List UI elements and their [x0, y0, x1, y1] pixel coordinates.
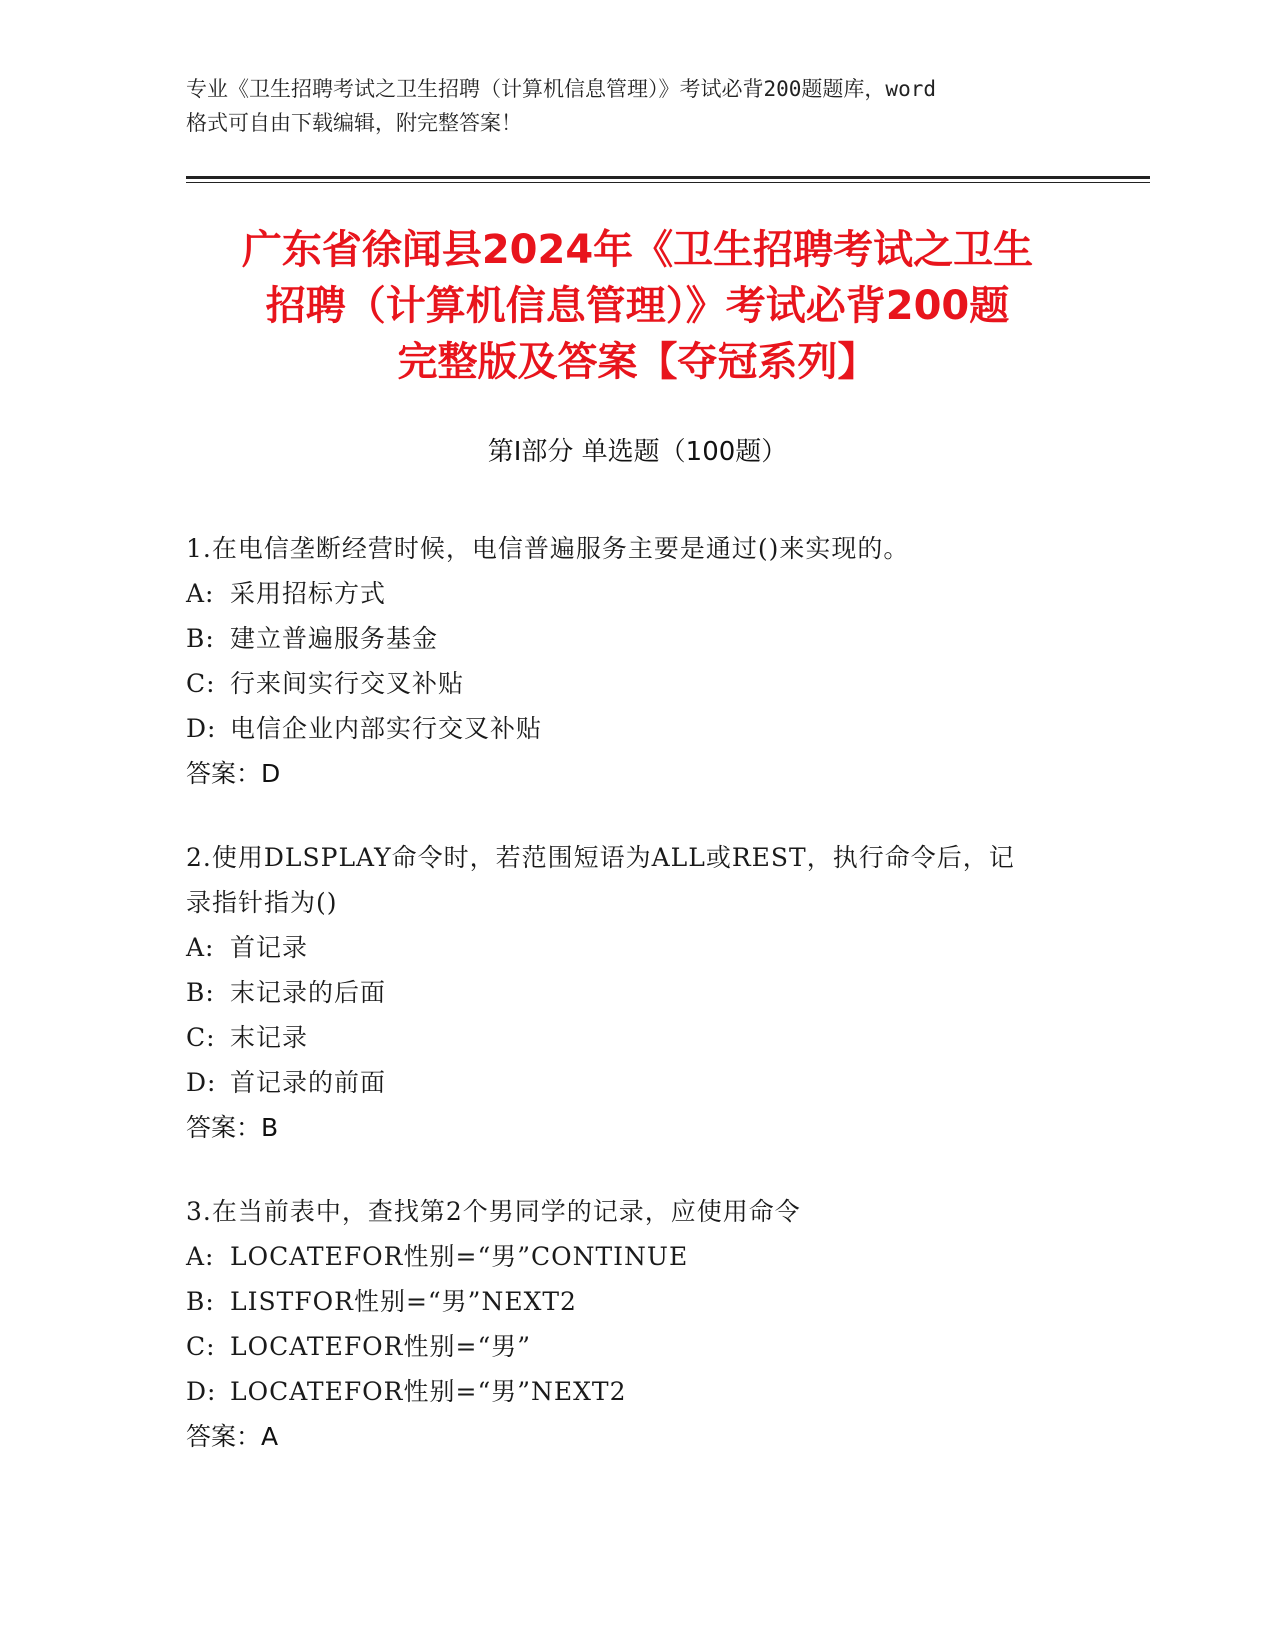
answer: 答案：D — [186, 759, 281, 788]
document-title-line: 完整版及答案【夺冠系列】 — [397, 339, 878, 385]
document-title-line: 招聘（计算机信息管理）》考试必背200题 — [265, 283, 1010, 329]
option-a — [186, 571, 1086, 616]
option-d — [186, 706, 1086, 751]
option-a — [186, 925, 1086, 970]
question-stem: 3.在当前表中，查找第2个男同学的记录，应使用命令 — [186, 1197, 801, 1226]
header-divider — [186, 176, 1150, 179]
question-stem: 2.使用DLSPLAY命令时，若范围短语为ALL或REST，执行命令后，记 — [186, 843, 1015, 872]
option-letter: B: — [186, 1287, 215, 1316]
option-letter: A: — [186, 1242, 215, 1271]
option-letter: D: — [186, 1377, 217, 1406]
option-text: 采用招标方式 — [230, 579, 387, 608]
option-text: LISTFOR性别=“男”NEXT2 — [230, 1287, 577, 1316]
option-d — [186, 1060, 1086, 1105]
option-letter: A: — [186, 933, 215, 962]
header-note-line: 格式可自由下载编辑，附完整答案！ — [186, 111, 522, 135]
option-letter: D: — [186, 1068, 217, 1097]
section-title: 第Ⅰ部分 单选题（100题） — [487, 437, 788, 467]
option-letter: C: — [186, 1023, 216, 1052]
option-letter: A: — [186, 579, 215, 608]
option-text: 末记录的后面 — [230, 978, 387, 1007]
question-1 — [186, 526, 1086, 796]
option-c — [186, 1015, 1086, 1060]
option-letter: D: — [186, 714, 217, 743]
option-a — [186, 1234, 1086, 1279]
option-c — [186, 661, 1086, 706]
document-title-line: 广东省徐闻县2024年《卫生招聘考试之卫生 — [241, 227, 1034, 273]
answer: 答案：A — [186, 1422, 279, 1451]
question-stem: 1.在电信垄断经营时候，电信普遍服务主要是通过()来实现的。 — [186, 534, 910, 563]
header-note-line: 专业《卫生招聘考试之卫生招聘（计算机信息管理）》考试必背200题题库，word — [186, 77, 936, 101]
option-b — [186, 970, 1086, 1015]
option-b — [186, 616, 1086, 661]
option-d — [186, 1369, 1086, 1414]
option-text: LOCATEFOR性别=“男” — [230, 1332, 532, 1361]
option-text: 建立普遍服务基金 — [230, 624, 439, 653]
header-note — [186, 72, 1086, 140]
option-b — [186, 1279, 1086, 1324]
option-letter: C: — [186, 1332, 216, 1361]
header-divider — [186, 182, 1150, 183]
option-letter: B: — [186, 978, 215, 1007]
document-title — [150, 222, 1125, 390]
answer: 答案：B — [186, 1113, 279, 1142]
question-list — [186, 526, 1086, 1498]
option-letter: C: — [186, 669, 216, 698]
option-text: 首记录的前面 — [230, 1068, 387, 1097]
option-text: 首记录 — [230, 933, 309, 962]
option-text: LOCATEFOR性别=“男”NEXT2 — [230, 1377, 627, 1406]
option-text: LOCATEFOR性别=“男”CONTINUE — [230, 1242, 689, 1271]
question-2 — [186, 835, 1086, 1150]
question-stem: 录指针指为() — [186, 888, 338, 917]
option-text: 末记录 — [230, 1023, 309, 1052]
question-3 — [186, 1189, 1086, 1459]
option-letter: B: — [186, 624, 215, 653]
option-text: 电信企业内部实行交叉补贴 — [230, 714, 543, 743]
option-text: 行来间实行交叉补贴 — [230, 669, 465, 698]
option-c — [186, 1324, 1086, 1369]
